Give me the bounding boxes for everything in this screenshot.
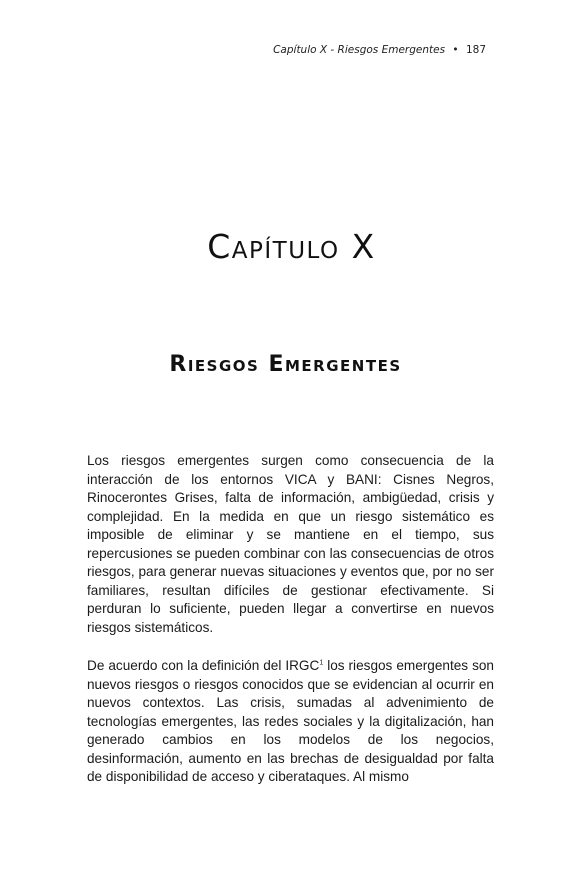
paragraph-1: Los riesgos emergentes surgen como consecuencia de la interacción de los entornos VICA y BANI: Cisnes Negros, Rinocerontes Grises, falta de información, ambigüedad, crisis y complejidad. En la medida en que un riesgo sistemático es imposible de eliminar y se mantiene en el tiempo, sus repercusiones se pueden combinar con las consecuencias de otros riesgos, para generar nuevas situaciones y eventos que, por no ser familiares, resultan difíciles de gestionar efectivamente. Si perduran lo suficiente, pueden llegar a convertirse en nuevos riesgos sistemáticos.: [87, 453, 494, 635]
running-title: Capítulo X - Riesgos Emergentes: [273, 44, 446, 56]
header-bullet: •: [452, 44, 459, 56]
page-number: 187: [465, 44, 486, 56]
running-header: [273, 44, 486, 56]
paragraph-2: [87, 657, 494, 787]
footnote-ref[interactable]: 1: [319, 659, 324, 667]
body-text: [87, 452, 494, 787]
chapter-title: Capítulo X: [207, 227, 376, 267]
paragraph-2-rest: los riesgos emergentes son nuevos riesgos o riesgos conocidos que se evidencian al ocurrir en nuevos contextos. Las crisis, sumadas al advenimiento de tecnologías emergentes, las redes sociales y la digitalización, han generado cambios en los modelos de los negocios, desinformación, aumento en las brechas de desigualdad por falta de disponibilidad de acceso y ciberataques. Al mismo: [87, 658, 494, 784]
section-title: Riesgos Emergentes: [169, 352, 402, 378]
paragraph-2-start: De acuerdo con la definición del IRGC: [87, 658, 320, 673]
